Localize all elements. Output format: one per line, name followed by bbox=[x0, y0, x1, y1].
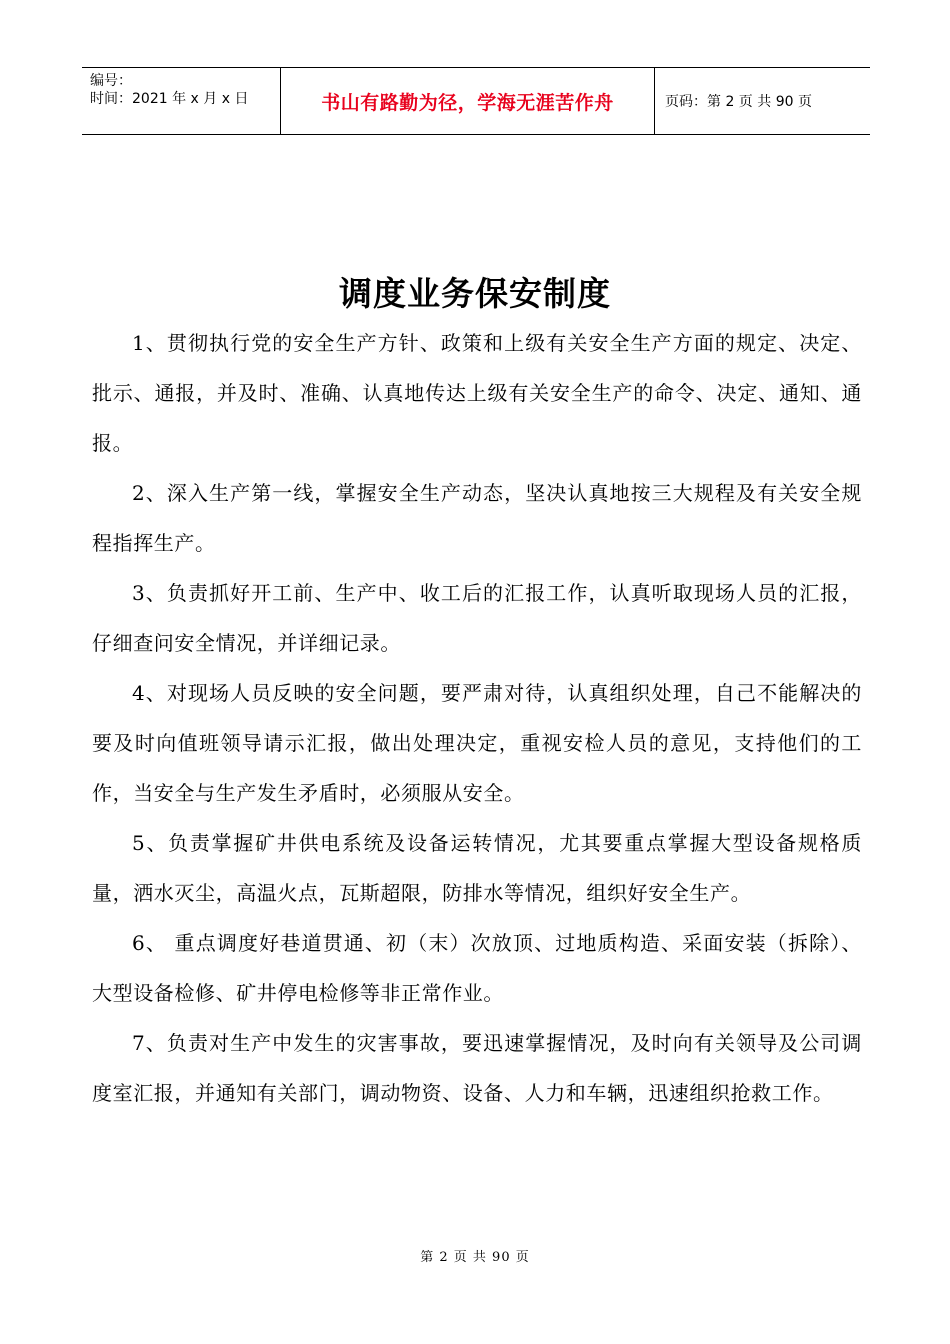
header-motto: 书山有路勤为径，学海无涯苦作舟 bbox=[281, 68, 655, 134]
document-title: 调度业务保安制度 bbox=[339, 274, 611, 313]
page-header bbox=[82, 67, 870, 135]
document-date: 时间：2021 年 x 月 x 日 bbox=[90, 91, 249, 107]
page-footer: 第 2 页 共 90 页 bbox=[420, 1250, 530, 1265]
paragraph-7: 7、负责对生产中发生的灾害事故，要迅速掌握情况，及时向有关领导及公司调度室汇报，并通知有关部门，调动物资、设备、人力和车辆，迅速组织抢救工作。 bbox=[92, 1031, 862, 1105]
paragraph-4: 4、对现场人员反映的安全问题，要严肃对待，认真组织处理，自己不能解决的要及时向值班领导请示汇报，做出处理决定，重视安检人员的意见，支持他们的工作，当安全与生产发生矛盾时，必须服从安全。 bbox=[92, 681, 862, 805]
paragraph-6: 6、 重点调度好巷道贯通、初（末）次放顶、过地质构造、采面安装（拆除）、大型设备检修、矿井停电检修等非正常作业。 bbox=[92, 931, 862, 1005]
document-number-label: 编号： bbox=[90, 73, 132, 89]
paragraph-5: 5、负责掌握矿井供电系统及设备运转情况，尤其要重点掌握大型设备规格质量，洒水灭尘，高温火点，瓦斯超限，防排水等情况，组织好安全生产。 bbox=[92, 831, 862, 905]
document-body bbox=[92, 318, 862, 1118]
header-meta bbox=[82, 68, 281, 134]
header-page-info: 页码：第 2 页 共 90 页 bbox=[665, 94, 812, 110]
paragraph-1: 1、贯彻执行党的安全生产方针、政策和上级有关安全生产方面的规定、决定、批示、通报，并及时、准确、认真地传达上级有关安全生产的命令、决定、通知、通报。 bbox=[92, 331, 862, 455]
paragraph-2: 2、深入生产第一线，掌握安全生产动态，坚决认真地按三大规程及有关安全规程指挥生产。 bbox=[92, 481, 862, 555]
paragraph-3: 3、负责抓好开工前、生产中、收工后的汇报工作，认真听取现场人员的汇报，仔细查问安全情况，并详细记录。 bbox=[92, 581, 862, 655]
